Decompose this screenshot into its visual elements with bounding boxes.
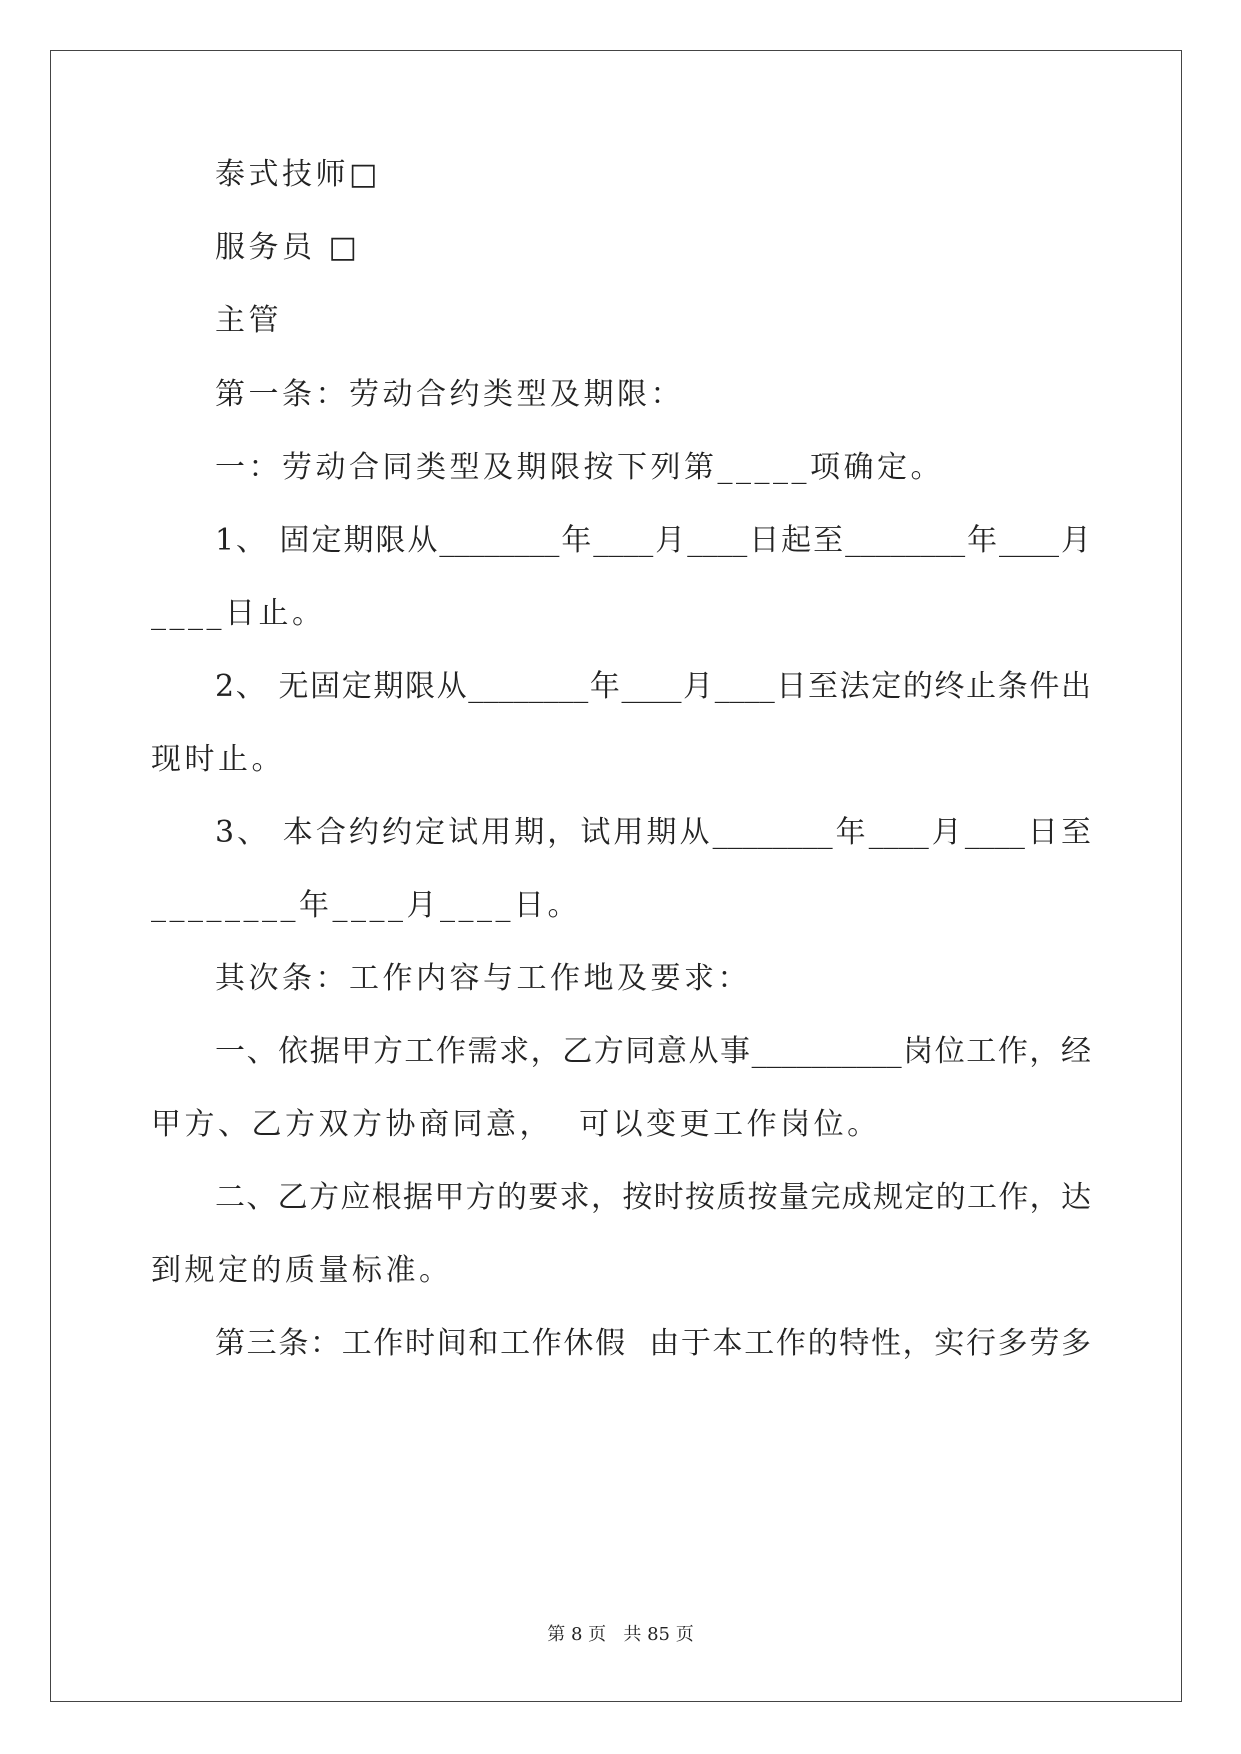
text-line: 到规定的质量标准。 [151,1253,453,1288]
page-number-footer: 第 8 页 共 85 页 [547,1624,694,1645]
text-line: 泰式技师□ [215,157,381,192]
text-line: 现时止。 [151,742,285,777]
text-line: 一、依据甲方工作需求，乙方同意从事__________岗位工作，经 [215,1034,1091,1069]
article-heading: 第一条：劳动合约类型及期限： [215,377,684,412]
text-line: 甲方、乙方双方协商同意， 可以变更工作岗位。 [151,1107,881,1142]
text-line: 2、 无固定期限从________年____月____日至法定的终止条件出 [215,669,1091,704]
text-line: ____日止。 [151,596,326,631]
article-heading: 其次条：工作内容与工作地及要求： [215,961,751,996]
text-line: 3、 本合约约定试用期，试用期从________年____月____日至 [215,815,1091,850]
text-line: 一：劳动合同类型及期限按下列第_____项确定。 [215,450,944,485]
page-border [50,50,1182,1702]
article-heading: 第三条：工作时间和工作休假 由于本工作的特性，实行多劳多 [215,1326,1091,1361]
text-line: 服务员 □ [215,230,361,265]
text-line: 1、 固定期限从________年____月____日起至________年____月 [215,523,1091,558]
text-line: 二、乙方应根据甲方的要求，按时按质按量完成规定的工作，达 [215,1180,1091,1215]
text-line: 主管 [215,303,282,338]
text-line: ________年____月____日。 [151,888,581,923]
